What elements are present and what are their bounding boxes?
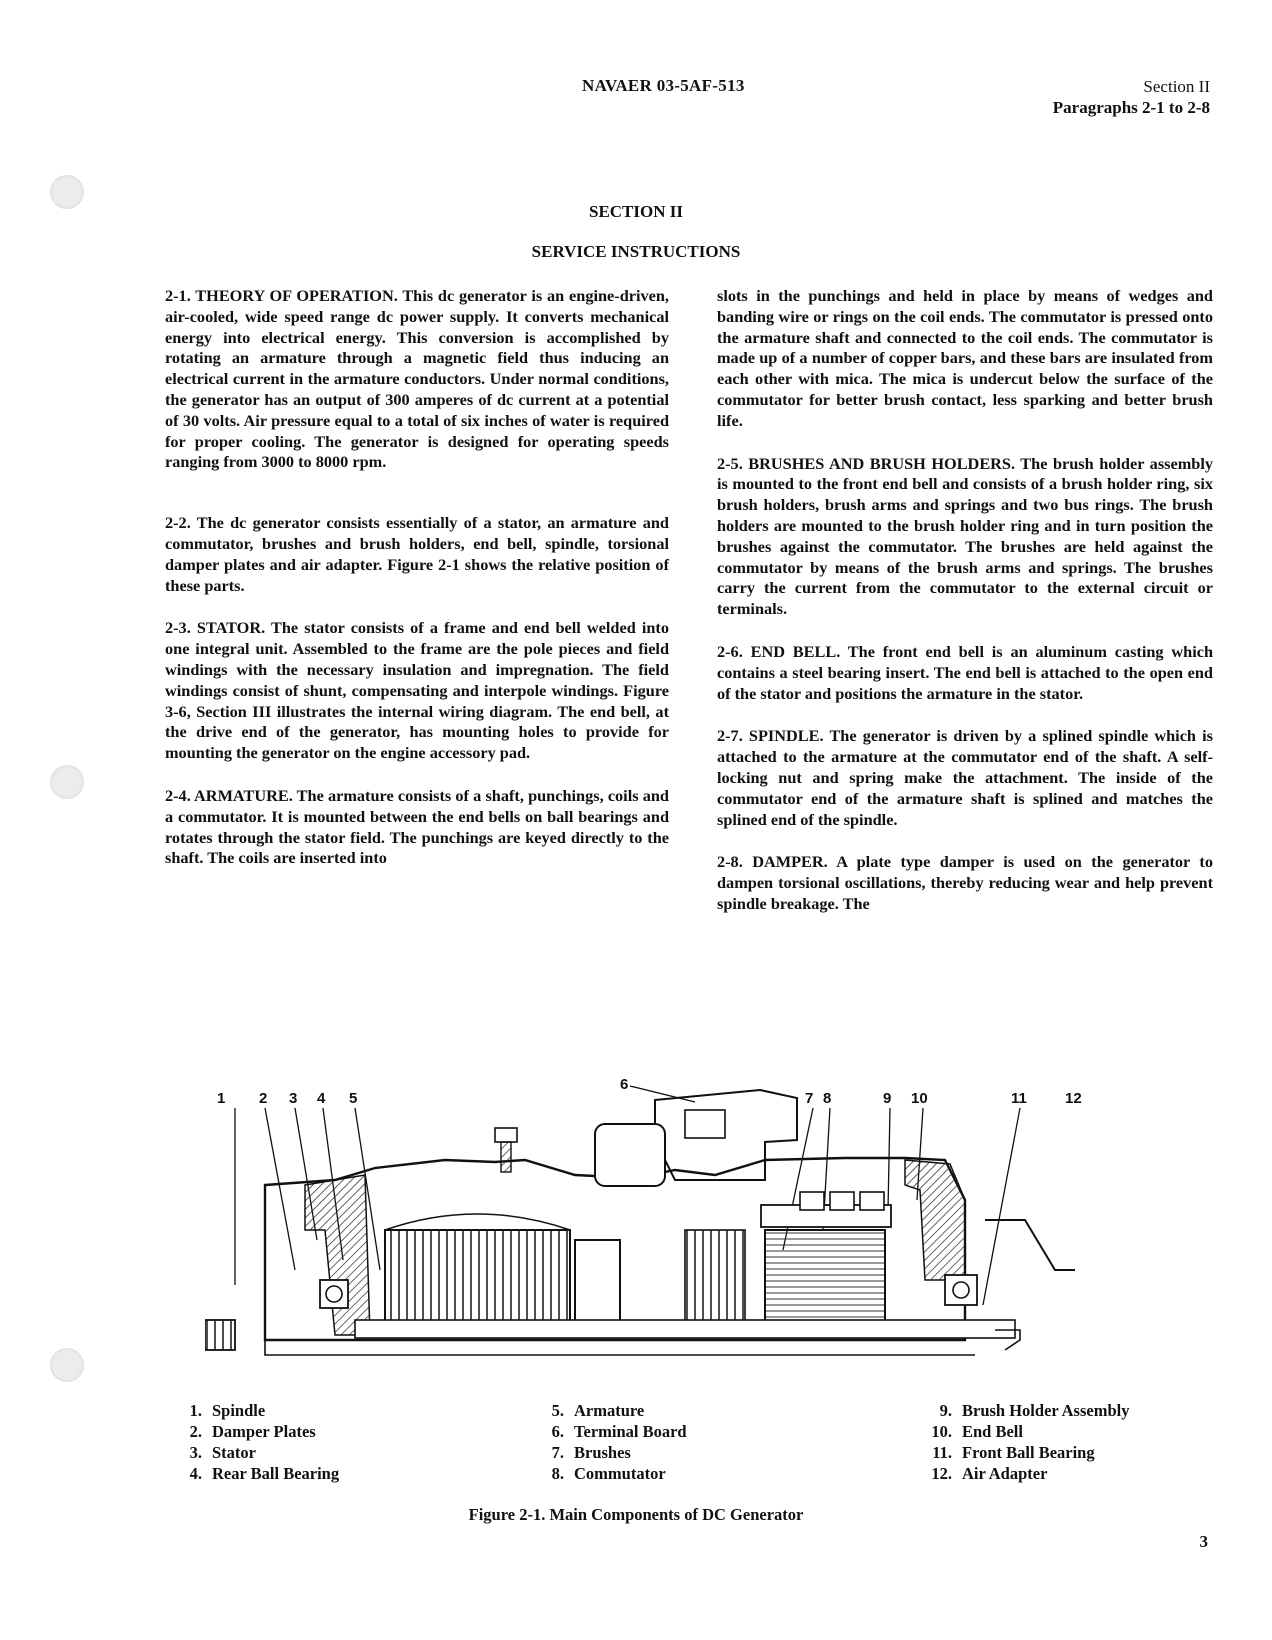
callout-4: 4 bbox=[317, 1090, 326, 1107]
callout-8: 8 bbox=[823, 1090, 832, 1107]
paragraph-2-8: 2-8. DAMPER. A plate type damper is used on the generator to dampen torsional oscillations, thereby reducing wear and help prevent spindle breakage. The bbox=[717, 852, 1213, 913]
legend-item: 10. End Bell bbox=[931, 1422, 1023, 1441]
legend-item: 6. Terminal Board bbox=[551, 1422, 687, 1441]
paragraph-2-6: 2-6. END BELL. The front end bell is an aluminum casting which contains a steel bearing insert. The end bell is attached to the open end of the stator and positions the armature in the stator. bbox=[717, 641, 1213, 703]
callout-6: 6 bbox=[620, 1076, 629, 1093]
section-reference bbox=[1053, 76, 1210, 118]
legend-item: 3. Stator bbox=[189, 1443, 256, 1462]
page-number: 3 bbox=[1199, 1532, 1208, 1551]
paragraph-2-1: 2-1. THEORY OF OPERATION. This dc generator is an engine-driven, air-cooled, wide speed range dc power supply. It converts mechanical energy into electrical energy. This conversion is accomplished by rotating an armature through a magnetic field thus inducing an electrical current in the armature conductors. Under normal conditions, the generator has an output of 300 amperes of dc current at a potential of 30 volts. Air pressure equal to a total of six inches of water is required for proper cooling. The generator is designed for operating speeds ranging from 3000 to 8000 rpm. bbox=[165, 286, 669, 472]
section-label: Section II bbox=[1143, 77, 1210, 96]
figure-caption: Figure 2-1. Main Components of DC Generator bbox=[468, 1505, 804, 1524]
document-number: NAVAER 03-5AF-513 bbox=[582, 76, 745, 95]
legend-column-1 bbox=[168, 1400, 339, 1484]
legend-item: 2. Damper Plates bbox=[189, 1422, 316, 1441]
legend-item: 9. Brush Holder Assembly bbox=[939, 1401, 1130, 1420]
legend-item: 7. Brushes bbox=[551, 1443, 631, 1462]
legend-item: 1. Spindle bbox=[189, 1401, 266, 1420]
callout-2: 2 bbox=[259, 1090, 268, 1107]
paragraph-2-4-continued: slots in the punchings and held in place by means of wedges and banding wire or rings on the coil ends. The commutator is pressed onto the armature shaft and connected to the coil ends. The commutator is made up of a number of copper bars, and these bars are insulated from each other with mica. The mica is undercut below the surface of the commutator for better brush contact, less sparking and better brush life. bbox=[717, 286, 1213, 430]
callout-1: 1 bbox=[217, 1090, 226, 1107]
right-column bbox=[717, 286, 1213, 937]
legend-column-2 bbox=[530, 1400, 687, 1484]
legend-item: 5. Armature bbox=[551, 1401, 645, 1420]
section-title: SECTION II bbox=[588, 202, 683, 221]
paragraph-2-2: 2-2. The dc generator consists essentially of a stator, an armature and commutator, brushes and brush holders, end bell, spindle, torsional damper plates and air adapter. Figure 2-1 shows the relative position of these parts. bbox=[165, 513, 669, 595]
legend-column-3 bbox=[918, 1400, 1129, 1484]
paragraph-2-7: 2-7. SPINDLE. The generator is driven by a splined spindle which is attached to the armature at the commutator end of the shaft. A self-locking nut and spring make the attachment. The inside of the commutator end of the armature shaft is splined and matches the splined end of the spindle. bbox=[717, 726, 1213, 829]
legend-item: 8. Commutator bbox=[551, 1464, 666, 1483]
left-column bbox=[165, 286, 669, 891]
callout-9: 9 bbox=[883, 1090, 892, 1107]
punch-hole bbox=[50, 1348, 84, 1382]
paragraph-2-4: 2-4. ARMATURE. The armature consists of a shaft, punchings, coils and a commutator. It is mounted between the end bells on ball bearings and rotates through the stator field. The punchings are keyed directly to the shaft. The coils are inserted into bbox=[165, 785, 669, 868]
callout-7: 7 bbox=[805, 1090, 814, 1107]
paragraph-2-5: 2-5. BRUSHES AND BRUSH HOLDERS. The brush holder assembly is mounted to the front end bell and consists of a brush holder ring, six brush holders, brush arms and springs and two bus rings. The brush holders are mounted to the brush holder ring and in turn position the brushes against the commutator. The brushes are held against the commutator by means of the brush arms and springs. The brushes carry the current from the commutator to the external circuit or terminals. bbox=[717, 453, 1213, 619]
callout-10: 10 bbox=[911, 1090, 928, 1107]
legend-item: 4. Rear Ball Bearing bbox=[189, 1464, 340, 1483]
legend-item: 11. Front Ball Bearing bbox=[932, 1443, 1095, 1462]
callout-3: 3 bbox=[289, 1090, 298, 1107]
callout-11: 11 bbox=[1011, 1090, 1027, 1107]
punch-hole bbox=[50, 765, 84, 799]
section-subtitle: SERVICE INSTRUCTIONS bbox=[531, 242, 741, 261]
callout-12: 12 bbox=[1065, 1090, 1082, 1107]
callout-5: 5 bbox=[349, 1090, 358, 1107]
generator-cutaway-drawing bbox=[205, 1080, 1075, 1395]
legend-item: 12. Air Adapter bbox=[931, 1464, 1048, 1483]
paragraph-2-3: 2-3. STATOR. The stator consists of a frame and end bell welded into one integral unit. Assembled to the frame are the pole pieces and field windings with the necessary insulation and impregnation. The field windings consist of shunt, compensating and interpole windings. Figure 3-6, Section III illustrates the internal wiring diagram. The end bell, at the drive end of the generator, has mounting holes to provide for mounting the generator on the engine accessory pad. bbox=[165, 618, 669, 763]
generator-cutaway-figure bbox=[205, 1076, 1082, 1395]
paragraph-range: Paragraphs 2-1 to 2-8 bbox=[1052, 98, 1210, 117]
